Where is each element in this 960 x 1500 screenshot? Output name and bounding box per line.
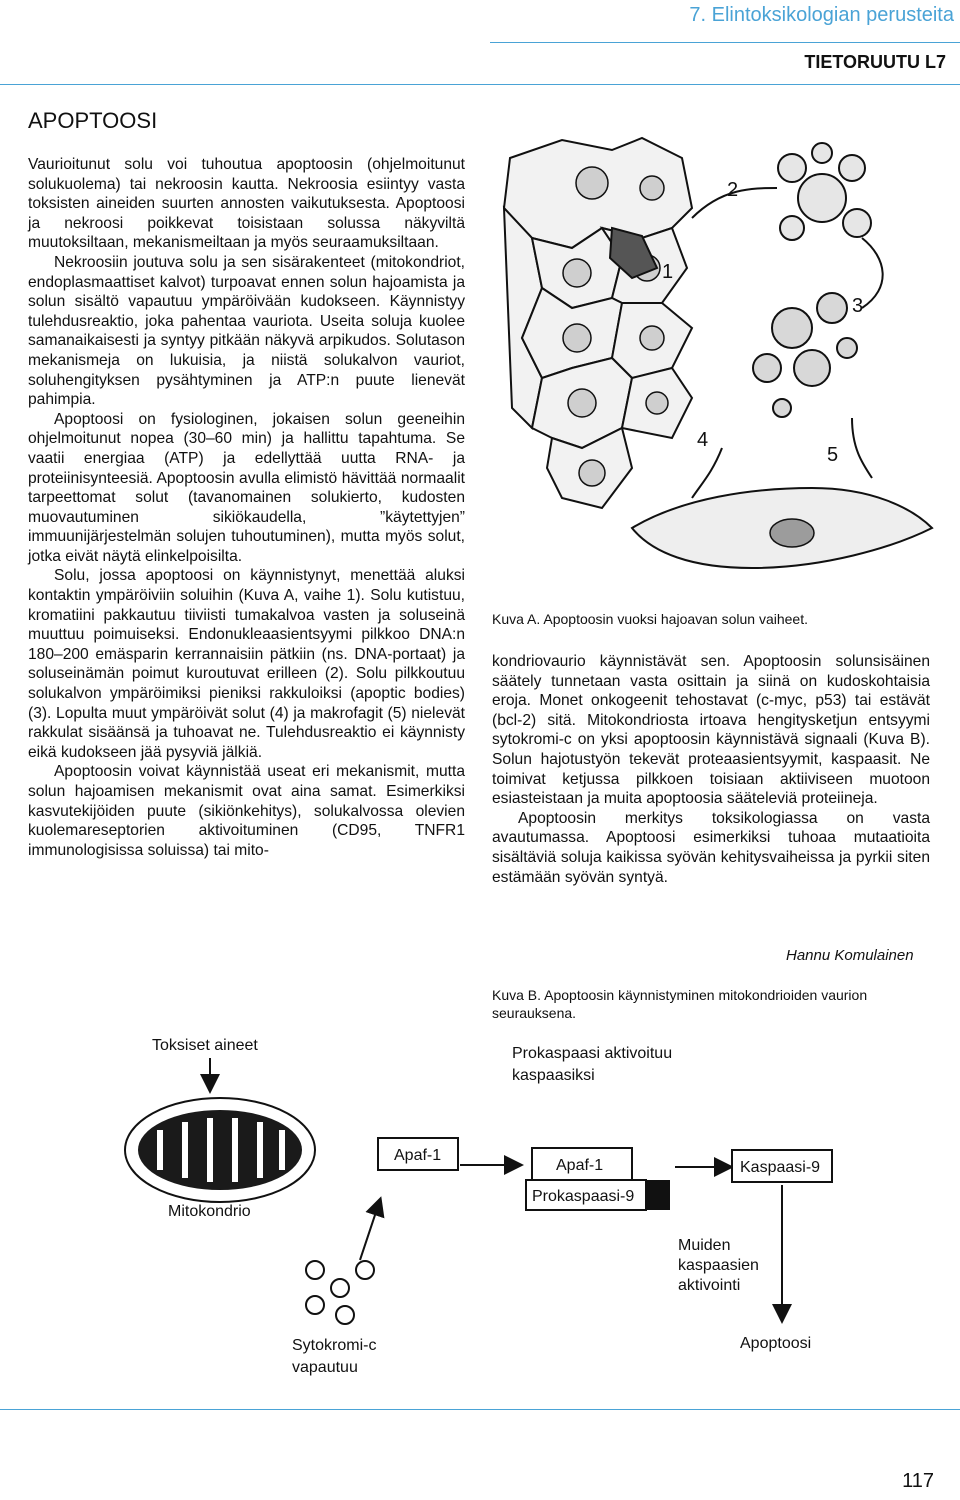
stage-label-2: 2 bbox=[727, 179, 739, 201]
page-number: 117 bbox=[902, 1470, 934, 1492]
procaspase9-block bbox=[646, 1180, 670, 1210]
paragraph: Solu, jossa apoptoosi on käynnistynyt, menettää aluksi kontaktin ympäröiviin soluihin (Kuva A, vaihe 1). Solu kutistuu, kromatiini pakkautuu tiiviisti tumakalvoa vasten ja soluseinä muuttuu poimuiseksi. Endonukleaasientsyymi pilkkoo DNA:n 180–200 emäsparin kerrannaisiin pätkiin (ns. DNA-portaat) ja soluseinämän poimut kuroutuvat erilleen (2). Solu pilkkoutuu solukalvon ympäröimiksi pieniksi rakkuloiksi (apoptic bodies) (3). Lopulta muut ympäröivät solut (4) ja makrofagit (5) nielevät rakkulat sisäänsä ja tuhoavat ne. Tulehdusreaktio ei käynnisty eikä kudokseen jää pysyviä jälkiä. bbox=[28, 567, 465, 761]
apoptotic-bodies bbox=[753, 293, 857, 417]
box-id: TIETORUUTU L7 bbox=[804, 52, 946, 72]
apoptosis-label: Apoptoosi bbox=[740, 1335, 812, 1352]
stage-label-5: 5 bbox=[827, 444, 839, 466]
other-caspases-line1: Muiden bbox=[678, 1237, 731, 1254]
apaf1-label-b: Apaf-1 bbox=[556, 1157, 604, 1174]
header-rule bbox=[490, 42, 960, 43]
chapter-header: 7. Elintoksikologian perusteita bbox=[689, 4, 954, 26]
article-title: APOPTOOSI bbox=[28, 108, 158, 133]
paragraph: Apoptoosin merkitys toksikologiassa on vasta avautumassa. Apoptoosi esimerkiksi tuhoaa mutaatioita sisältäviä soluja kaikissa syövän kehitysvaiheissa ja pyrkii siten estämään syövän syntyä. bbox=[492, 809, 930, 886]
paragraph: Apoptoosin voivat käynnistää useat eri mekanismit, mutta solun hajoamisen mekanismit ovat aina samat. Esimerkiksi kasvutekijöiden puute (sikiönkehitys), solukalvossa olevien kuolemareseptorien aktivoituminen (CD95, TNFR1 immunologisissa soluissa) tai mito- bbox=[28, 763, 465, 859]
other-caspases-line3: aktivointi bbox=[678, 1277, 741, 1294]
figure-a-caption: Kuva A. Apoptoosin vuoksi hajoavan solun vaiheet. bbox=[492, 611, 808, 627]
cytochrome-label-line2: vapautuu bbox=[292, 1359, 358, 1376]
cytochrome-label-line1: Sytokromi-c bbox=[292, 1337, 377, 1354]
author: Hannu Komulainen bbox=[786, 947, 914, 964]
cytochrome-arrow bbox=[360, 1200, 380, 1260]
caspase9-label: Kaspaasi-9 bbox=[740, 1159, 821, 1176]
mitochondrion-label: Mitokondrio bbox=[168, 1203, 251, 1220]
procaspase9-label: Prokaspaasi-9 bbox=[532, 1188, 635, 1205]
procaspase-activation-line2: kaspaasiksi bbox=[512, 1067, 595, 1084]
figure-a-illustration bbox=[492, 128, 942, 598]
paragraph: Vaurioitunut solu voi tuhoutua apoptoosin (ohjelmoitunut solukuolema) tai nekroosin kautta. Nekroosia esiintyy vasta toksisten aineiden suurten annosten vaikutuksesta. Apoptoosi ja nekroosi poikkevat toisistaan solussa näkyviltä muutoksiltaan, mekanismeiltaan ja myös seuraamuksiltaan. bbox=[28, 156, 465, 252]
figure-b-caption: Kuva B. Apoptoosin käynnistyminen mitokondrioiden vaurion seurauksena. bbox=[492, 987, 868, 1021]
stage-label-4: 4 bbox=[697, 429, 709, 451]
cytochrome-c-molecules bbox=[306, 1261, 374, 1324]
paragraph: Apoptoosi on fysiologinen, jokaisen solun geeneihin ohjelmoitunut nopea (30–60 min) ja hallittu tapahtuma. Se vaatii energiaa (ATP) ja edellyttää uutta RNA- ja proteiinisynteesiä. Apoptoosin avulla elimistö hävittää normaalit tarpeettomat solut (tavanomainen solukierto, kudosten muovautuminen sikiökaudella, ”käytettyjen” immuunijärjestelmän solujen tuhoutuminen), mutta myös solut, jotka eivät näytä elinkelpoisilta. bbox=[28, 410, 465, 565]
figure-b-diagram bbox=[120, 1030, 840, 1390]
left-column bbox=[28, 155, 465, 860]
mitochondrion-icon bbox=[125, 1098, 315, 1202]
stage-label-3: 3 bbox=[852, 295, 864, 317]
paragraph: kondriovaurio käynnistävät sen. Apoptoosin solunsisäinen säätely tunnetaan vasta osittain ja siinä on kudoskohtaisia eroja. Monet onkogeenit tehostavat (c-myc, p53) tai estävät (bcl-2) sitä. Mitokondriosta irtoava hengitysketjun entsyymi sytokromi-c on yksi apoptoosin käynnistävä signaali (Kuva B). Solun hajotustyön tekevät proteaasientsyymit, kaspaasit. Ne toimivat ketjussa pilkkoen toisiaan aktiiviseen muotoon esiasteistaan ja muita apoptoosia sääteleviä proteiineja. bbox=[492, 653, 930, 808]
paragraph: Nekroosiin joutuva solu ja sen sisärakenteet (mitokondriot, endoplasmaattiset kalvot) turpoavat ennen solun hajoamista ja solun sisältö vapautuu ympäröivään kudokseen. Käynnistyy tulehdusreaktio, joka pahentaa vauriota. Useita soluja kuolee samanaikaisesti ja syntyy pitkään näkyvä arpikudos. Solutason mekanismeja on lukuisia, ja niistä solukalvon vauriot, soluhengityksen pysähtyminen ja ATP:n puute lienevät pahimpia. bbox=[28, 253, 465, 409]
stage-label-1: 1 bbox=[662, 261, 674, 283]
engulfed-body bbox=[770, 519, 814, 547]
apaf1-label-a: Apaf-1 bbox=[394, 1147, 442, 1164]
procaspase-activation-line1: Prokaspaasi aktivoituu bbox=[512, 1045, 673, 1062]
other-caspases-line2: kaspaasien bbox=[678, 1257, 759, 1274]
budding-cell bbox=[778, 143, 871, 240]
right-column bbox=[492, 652, 930, 887]
toxins-label: Toksiset aineet bbox=[152, 1037, 258, 1054]
